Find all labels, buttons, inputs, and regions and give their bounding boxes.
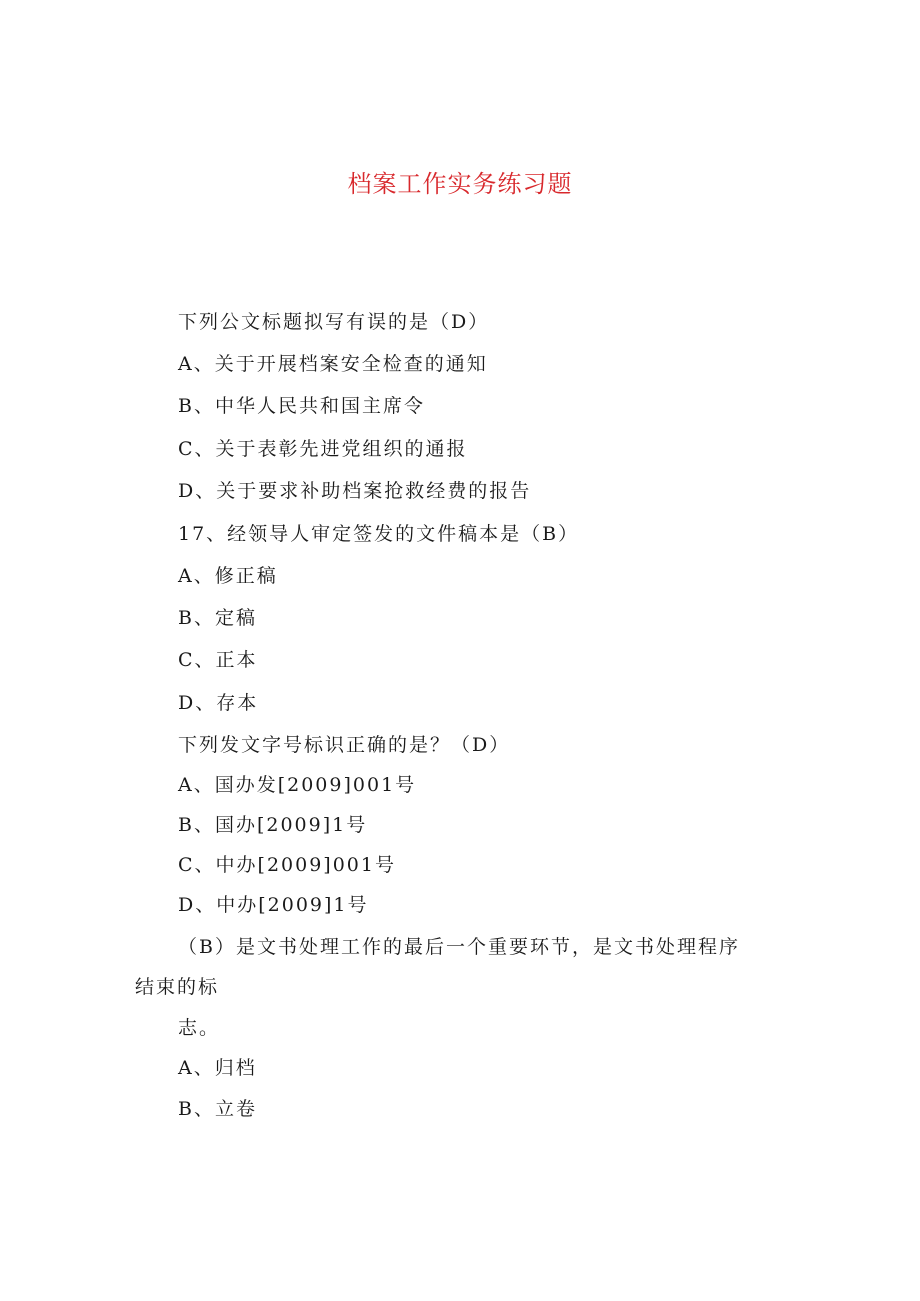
answer-option: D、关于要求补助档案抢救经费的报告 <box>178 480 532 502</box>
question-stem-continuation: 志。 <box>178 1017 221 1039</box>
answer-option: C、关于表彰先进党组织的通报 <box>178 438 468 460</box>
answer-option: B、中华人民共和国主席令 <box>178 395 425 417</box>
answer-option: C、中办[2009]001号 <box>178 854 396 876</box>
answer-option: A、归档 <box>178 1057 257 1079</box>
answer-option: B、国办[2009]1号 <box>178 814 368 836</box>
document-title: 档案工作实务练习题 <box>347 170 573 198</box>
answer-option: B、定稿 <box>178 607 257 629</box>
answer-option: B、立卷 <box>178 1098 257 1120</box>
question-stem-continuation: 结束的标 <box>135 976 220 998</box>
question-stem: 下列公文标题拟写有误的是（D） <box>178 311 490 333</box>
answer-option: C、正本 <box>178 649 258 671</box>
answer-option: A、国办发[2009]001号 <box>178 774 417 796</box>
answer-option: A、修正稿 <box>178 565 278 587</box>
question-stem: 17、经领导人审定签发的文件稿本是（B） <box>178 523 580 545</box>
answer-option: D、存本 <box>178 692 259 714</box>
answer-option: D、中办[2009]1号 <box>178 894 369 916</box>
question-stem: 下列发文字号标识正确的是？（D） <box>178 734 511 756</box>
answer-option: A、关于开展档案安全检查的通知 <box>178 353 488 375</box>
question-stem: （B）是文书处理工作的最后一个重要环节，是文书处理程序 <box>178 936 740 958</box>
